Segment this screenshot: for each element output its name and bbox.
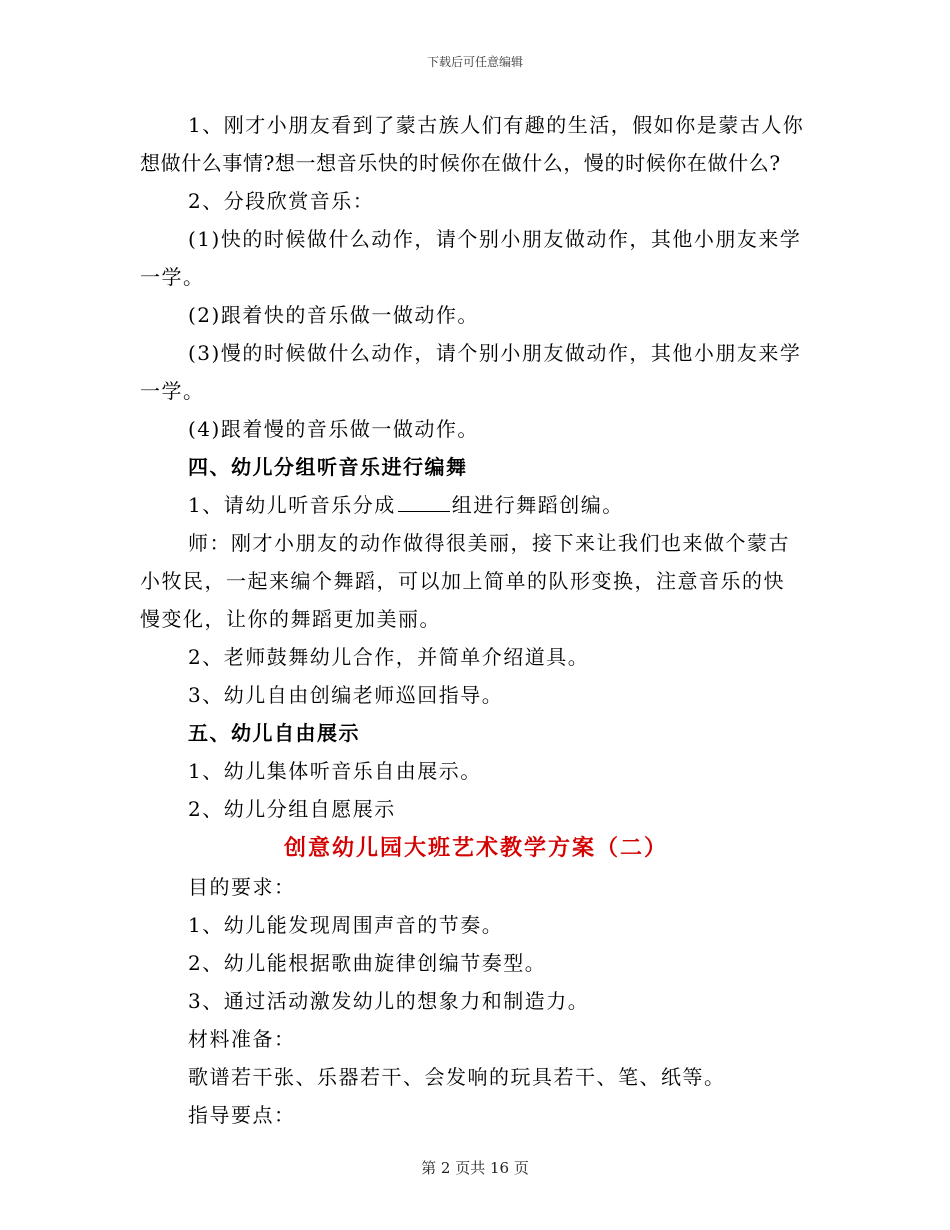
- fill-in-blank: [398, 495, 450, 512]
- document-body: [140, 106, 812, 1134]
- paragraph-7-suffix: 组进行舞蹈创编。: [451, 493, 624, 517]
- section-heading-5: 五、幼儿自由展示: [188, 721, 360, 745]
- page-footer: 第 2 页共 16 页: [421, 1159, 529, 1177]
- paragraph-1-line-1: 1、刚才小朋友看到了蒙古族人们有趣的生活，假如你是蒙古人你: [188, 113, 805, 137]
- page-header: 下载后可任意编辑: [426, 55, 523, 69]
- paragraph-8-line-2: 小牧民，一起来编个舞蹈，可以加上简单的队形变换，注意音乐的快: [140, 569, 785, 593]
- paragraph-2: 2、分段欣赏音乐：: [188, 189, 375, 213]
- paragraph-8-line-3: 慢变化，让你的舞蹈更加美丽。: [140, 607, 441, 631]
- paragraph-15: 2、幼儿能根据歌曲旋律创编节奏型。: [188, 951, 547, 975]
- paragraph-16: 3、通过活动激发幼儿的想象力和制造力。: [188, 989, 590, 1013]
- paragraph-1-line-2: 想做什么事情?想一想音乐快的时候你在做什么，慢的时候你在做什么?: [140, 151, 781, 175]
- paragraph-6: (4)跟着慢的音乐做一做动作。: [188, 417, 479, 441]
- paragraph-13: 目的要求：: [188, 875, 296, 899]
- paragraph-9: 2、老师鼓舞幼儿合作，并简单介绍道具。: [188, 645, 590, 669]
- paragraph-5-line-2: 一学。: [140, 379, 205, 403]
- section-heading-4: 四、幼儿分组听音乐进行编舞: [188, 455, 468, 479]
- paragraph-7: [140, 486, 812, 524]
- paragraph-5-line-1: (3)慢的时候做什么动作，请个别小朋友做动作，其他小朋友来学: [188, 341, 802, 365]
- paragraph-8-line-1: 师：刚才小朋友的动作做得很美丽，接下来让我们也来做个蒙古: [188, 531, 790, 555]
- paragraph-7-prefix: 1、请幼儿听音乐分成: [188, 493, 396, 517]
- paragraph-11: 1、幼儿集体听音乐自由展示。: [188, 759, 482, 783]
- paragraph-19: 指导要点：: [188, 1103, 296, 1127]
- paragraph-14: 1、幼儿能发现周围声音的节奏。: [188, 913, 504, 937]
- paragraph-3-line-2: 一学。: [140, 265, 205, 289]
- paragraph-3-line-1: (1)快的时候做什么动作，请个别小朋友做动作，其他小朋友来学: [188, 227, 802, 251]
- paragraph-10: 3、幼儿自由创编老师巡回指导。: [188, 683, 504, 707]
- paragraph-18: 歌谱若干张、乐器若干、会发响的玩具若干、笔、纸等。: [188, 1065, 726, 1089]
- paragraph-4: (2)跟着快的音乐做一做动作。: [188, 303, 479, 327]
- plan-title: 创意幼儿园大班艺术教学方案（二）: [283, 835, 668, 861]
- paragraph-12: 2、幼儿分组自愿展示: [188, 797, 396, 821]
- paragraph-17: 材料准备：: [188, 1027, 296, 1051]
